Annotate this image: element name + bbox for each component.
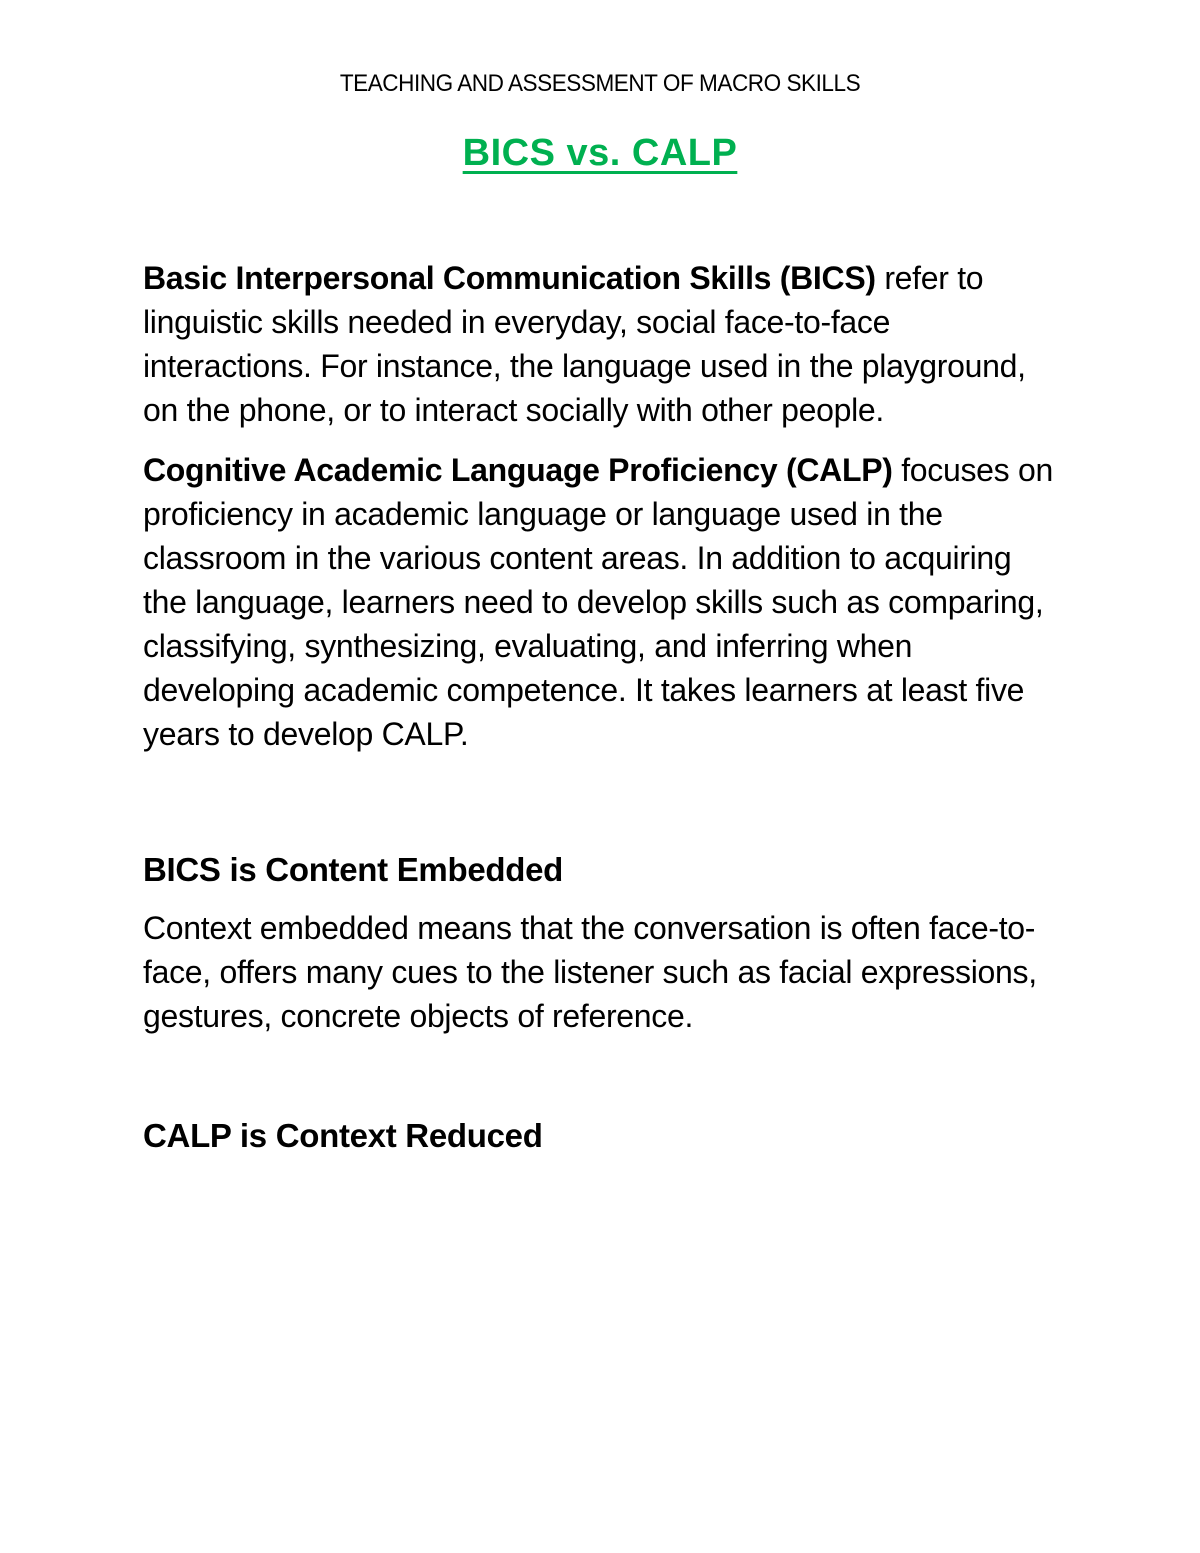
paragraph-bics-definition — [143, 256, 1063, 432]
heading-calp-context-reduced: CALP is Context Reduced — [143, 1117, 543, 1154]
document-body — [143, 256, 1063, 1158]
bics-definition-text: refer to linguistic skills needed in everyday, social face-to-face interactions. For instance, the language used in the playground, on the phone, or to interact socially with other people. — [143, 260, 1026, 428]
bics-term: Basic Interpersonal Communication Skills (BICS) — [143, 260, 876, 296]
document-title: BICS vs. CALP — [462, 132, 738, 174]
calp-definition-text: focuses on proficiency in academic language or language used in the classroom in the various content areas. In addition to acquiring the language, learners need to develop skills such as comparing, classifying, synthesizing, evaluating, and inferring when developing academic competence. It takes learners at least five years to develop CALP. — [143, 452, 1053, 752]
paragraph-calp-definition — [143, 448, 1063, 756]
calp-term: Cognitive Academic Language Proficiency (CALP) — [143, 452, 893, 488]
paragraph-context-embedded: Context embedded means that the conversation is often face-to-face, offers many cues to the listener such as facial expressions, gestures, concrete objects of reference. — [143, 910, 1037, 1034]
document-header: TEACHING AND ASSESSMENT OF MACRO SKILLS — [339, 70, 861, 97]
heading-bics-content-embedded: BICS is Content Embedded — [143, 851, 563, 888]
